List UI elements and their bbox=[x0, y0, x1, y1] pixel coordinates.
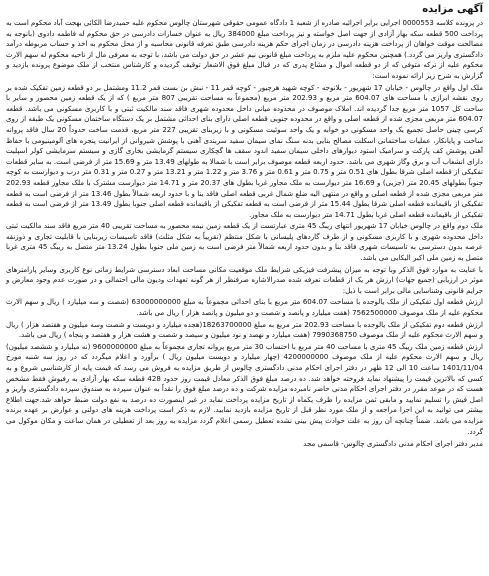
notice-paragraph-value-parcel-one: ارزش قطعه اول تفکیکی از ملک یالوجده با مساحت 604.07 متر مربع با بنای احداثی مجموعاً به مبلغ 63000000000 (شصت و سه میلیارد ) ریال و سهم الارث محکوم علیه از ملک موصوف 7562500000 (هفت میلیارد و پانصد و شصت و دو میلیون و پانصد هزار ) ریال می باشد. bbox=[6, 297, 484, 318]
notice-paragraph-property-two: ملک دوم واقع در چالوس خیابان 17 شهریور انتهای ریبگ 45 متری عبارتست از یک قطعه زمین نیمه محصور به مساحت تقریبی 40 متر مربع فاقد سند مالکیت ثبتی داخل محدوده شهری و با کاربری مسکونی و از طرف گاردهای پلیسانی با شکل منتظم (تقریباً به شکل مثلث) فاقد تاسیسات زیربنایی با قابلیت تجاری و ذوزنقه عرصه بدون دسترسی به تاسیسات شهری فاقد بنا و بدون حدود اربعه شمالاً متر فرضی است به زمین ملی جنوبا بطول 13.24 متر متصل به ریبگ 45 متری غربا متصل به زمین ملی اکبر الیکایی می باشد. bbox=[6, 221, 484, 263]
notice-paragraph-intro: در پرونده کلاسه 0000553 اجرایی برابر اجرائیه صادره از شعبه 1 دادگاه عمومی حقوقی شهرستان چالوس محکوم علیه حمیدرضا الکائی بهجت آباد محکوم است به پرداخت 500 قطعه سکه بهار آزادی از جهت اصل خواسته و نیز پرداخت مبلغ 384000 ریال به عنوان خسارات دادرسی در حق محکوم له فاطمه دادوی (بانوجه به مصالحت موقت خواهان از پرداخت هزینه دادرسی در زمان اجرای حکم هزینه دادرسی طبق تعرفه قانونی محاسبه و از محل محکوم به اخذ و حساب مربوطه درآمد دادگستری واریز می گردد.) همچنین محکوم علیه ملزم به پرداخت مبلغ قانونی نیم عشر در حق دولت می باشد، با توجه به معرفی مال از ناحیه محکوم له سهم الارث محکوم علیه از ترکه متوفی که از دو قطعه اموال و مشاع پدری که در قبال مبلغ فوق الاشعار توقیف گردیده و کارشناس منتخب از ملک موضوع پرونده بازدید و گزارش به شرح زیر ارائه نموده است: bbox=[6, 18, 483, 80]
notice-paragraph-auction-terms: ارزش قطعه زمین ملک ریبگ 45 متری با مساحت 40 متر مربع با احتساب 30 متر مربع پروانه تجاری مجموعاً به مبلغ 9600000000 (نه میلیارد و ششصد میلیون) ریال و سهم الارث محکوم علیه از ملک موصوف 4200000000 (چهار میلیارد و دویست میلیون ریال ) برآورد و اعلام میگردد که در روز سه شنبه مورخ 1401/11/04 ساعت 10 الی 12 ظهر در دفتر اجرای احکام مدنی دادگستری چالوس از طریق مزایده به فروش می رسد که قیمت پایه از کارشناسی شروع و به کسی که بالاترین قیمت را پیشنهاد نماید فروخته خواهد شد. ده درصد مبلغ فوق الذکر معادل قیمت روز حدود 428 قطعه سکه بهار آزادی به رفیوش فقط مشخص هست که در موعد مقرر در دفتر اجرای احکام مدنی حاضر نامبرده مزایده شرکت و ده درصد مبلغ فوق را نقداً به عنوان سپرده به صندوق سپرده دادگستری واریز و اصل فیش را تسلیم نمایید و مابقی ثمن مزایده را ظرف یکماه از تاریخ مزایده پرداخت نماید در غیر اینصورت ده درصد به نفع دولت ضبط خواهد شد.جهت اطلاع بیشتر می توانید به این اجرا مراجعه و از ملک مورد نظر قبل از تاریخ مزایده بازدید نمایید. لازم به ذکر است پرداخت هزینه های دولتی و عوارض بر عهده برنده مزایده می باشد. ضمناً چنانچه آن روز به علت حوادث پیش بینی نشده تعطیل رسمی اعلام گردد مزایده به روز بعد از تعطیلی در همان ساعت و مکان موکول می گردد. bbox=[6, 341, 484, 436]
notice-signature: مدیر دفتر اجرای احکام مدنی دادگستری چالوس- قاسمی مجد bbox=[303, 439, 483, 449]
notice-paragraph-valuation-basis: با عنایت به موارد فوق الذکر وبا توجه به میزان پیشرفت فیزیکی شرایط ملک موقعیت مکانی مساحت ابعاد دسترسی شرایط زمانی نوع کاربری وسایر پارامترهای موثر در ارزیابی (جمیع جهات) ارزش هر یک از قطعات تعرفه شده صدرالاشاره صرفنظر از هر گونه تعهدات ودیون مالی احتمالی و در صورت عدم وجود معارض و جرایم قانونی وشناسایی مالی برابر است با ذیل: bbox=[6, 264, 483, 295]
notice-title: آگهی مزایده bbox=[422, 4, 483, 15]
notice-paragraph-property-one: ملک اول واقع در چالوس - خیابان 17 شهریور - بلانوجه - کوچه شهید هرچیور - کوچه قمر 11 - نبش بن بست قمر 11.2 ومشتمل بر دو قطعه زمین تفکیک شده بر روی نقشه ابرازی با مساحت های 604.07 متر مربع و 202.93 متر مربع (مجموعاً به مساحت تقریبی 807 متر مربع ) که از یک قطعه زمین محصور و سایر با ساحت کل 1057 متر مربع جدا گردیده اند. املاک موصوف در محدوده میانی داخل محدوده شهری فاقد سند مالکیت ثبتی و با کاربری مسکونی می باشد. قطعه 604.07 متر مربعی مجزی شده از قطعه اصلی و واقع در محدوده جنوبی قطعه اصلی دارای بنای احداثی مشتمل بر یک دستگاه ساختمان مسکونی یک طبقه از روی کرسی چینی حاصل تجمیع یک واحد مسکونی دو خوابه و یک واحد سوئیت مسکونی و با زیربنای تقریبی 227 متر مربع، قدمت ساخت حدوداً 20 سال فاقد پروانه ساخت و پایانکار، عملیات ساختمانی اسکلت مصالح بنایی بدنه سنگ نمای سیمان سفید سربندی آهنی با پوشش شیروانی از ایرانیت پنجره های آلومینیومی با حفاظ آهنی پوشش کف پارکت و سرامیک استود دیوارهای داخلی سیمان سفید اندود سقف ها گچکاری سیستم گرمایشی بخاری گازی و سیستم سرمایشی کولر اسپلیت دارای انشعاب آب و برق وگاز شهری می باشد. حدود اربعه قطعه موصوف برابر است با شمالا به طولهای 13.49 متر و 15.69 متر از فرضی است. به سایر قطعات تفکیکی از قطعه اصلی شرقا بطول های 0.51 متر و 0.75 متر و 0.61 متر و 3.76 متر و 1.22 متر و 13.21 متر و 0.27 متر و 0.31 متر درب و دیوارست به کوچه جنوباً بطولهای 20.45 متر (جزیی) و 16.69 متر دیوارست به ملک مجاور غربا بطول های 20.37 متر و 14.71 متر دیوارست مشترک با ملک مجاور قطعه 202.93 متر مربعی مجزی شده از قطعه اصلی و واقع در منتهی الیه ضلع شمال غربی قطعه اصلی فاقد بنا و با حدود اربعه شمالاً بطول 13.46 متر از فرضی است به قطعه تفکیکی از باقیمانده قطعه اصلی شرقا بطول 15.44 متر از فرضی است به قطعه تفکیکی از باقیمانده قطعه اصلی جنوبا بطول 13.49 متر از فرضی است به قطعه تفکیکی از باقیمانده قطعه اصلی غربا بطول 14.71 متر دیوارست به ملک مجاور. bbox=[6, 82, 484, 219]
notice-paragraph-value-parcel-two: ارزش قطعه دوم تفکیکی از ملک یالوجده با مساحت 202.93 متر مربع به مبلغ 18263700000(هجده میلیارد و دویست و شصت وسه میلیون و هفتصد هزار ) ریال و سهم الارث محکوم علیه از ملک موصوف 7990368750 (هفت میلیارد و نهصد و نود میلیون و سیصد و شصت و هشت هزار و هفتصد و پنجاه ) ریال می باشد. bbox=[6, 319, 484, 340]
